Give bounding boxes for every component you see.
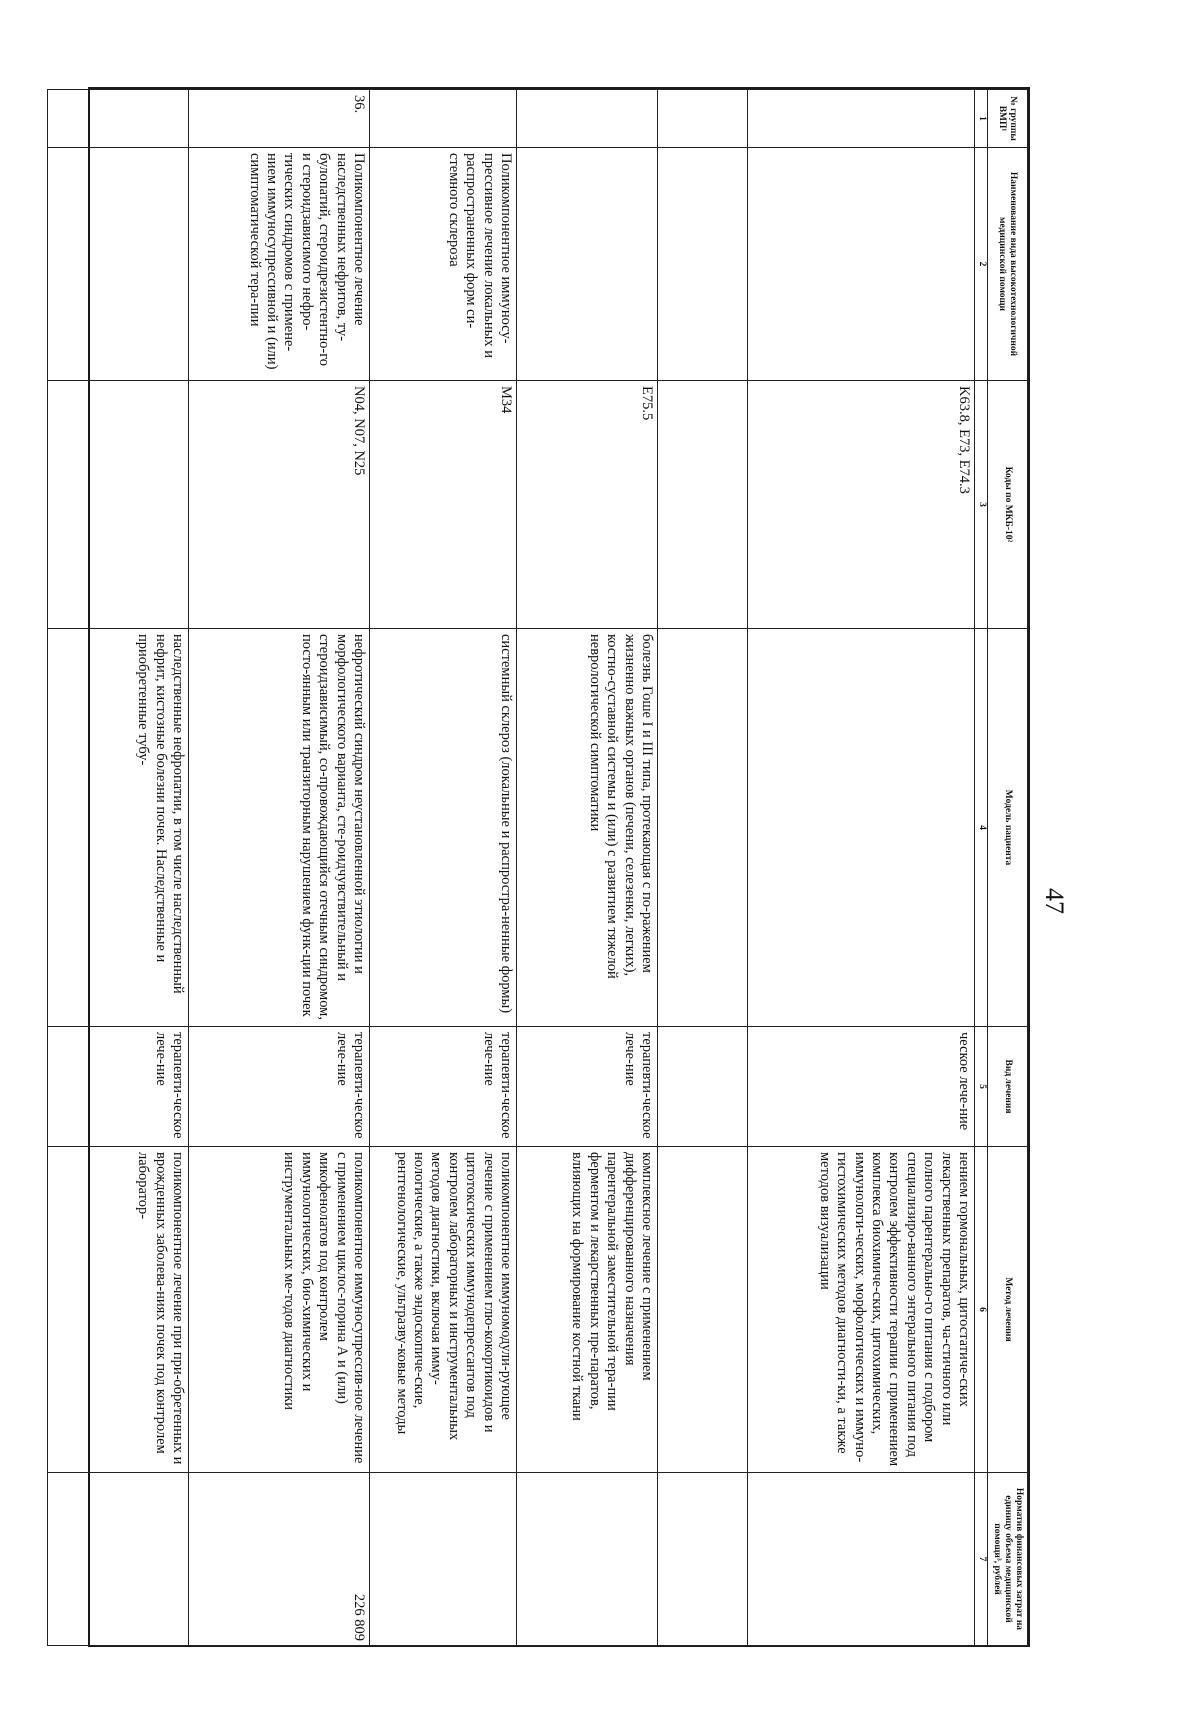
column-number: 2 — [975, 148, 988, 381]
column-number: 7 — [975, 1473, 988, 1646]
treatment-type-cell — [658, 1027, 748, 1147]
column-number-row — [975, 90, 988, 1646]
model-cell: нефротический синдром неустановленной этиологии и морфологического варианта, сте-роидчувствительный и стероидзависимый, со-провождающийся отечным синдромом, посто-янным или транзиторным нарушением функ-ции почек — [189, 629, 370, 1027]
codes-cell: N04, N07, N25 — [189, 381, 370, 629]
model-cell — [658, 629, 748, 1027]
group-cell — [748, 90, 975, 148]
cost-cell — [658, 1473, 748, 1646]
treatment-type-cell: ческое лече-ние — [748, 1027, 975, 1147]
page-number: 47 — [1040, 888, 1069, 914]
header-method: Метод лечения — [988, 1147, 1028, 1473]
group-cell — [370, 90, 517, 148]
cost-cell: 226 809 — [189, 1473, 370, 1646]
codes-cell: K63.8, E73, E74.3 — [748, 381, 975, 629]
method-cell: нением гормональных, цитостатиче-ских лекарственных препаратов, ча-стичного или полного парентерально-го питания с подбором специализиро-ванного энтерального питания под контролем эффективности терапии с применением комплекса биохимиче-ских, цитохимических, иммунологи-ческих, морфологических и иммуно-гистохимических методов диагности-ки, а также методов визуализации — [748, 1147, 975, 1473]
header-group: № группы ВМП¹ — [988, 90, 1028, 148]
table-row — [517, 90, 658, 1646]
table-row — [748, 90, 975, 1646]
method-cell: комплексное лечение с применением дифференцированного назначения парентеральной заместительной тера-пии ферментом и лекарственных пре-паратов, влияющих на формирование костной ткани — [517, 1147, 658, 1473]
header-treatment-type: Вид лечения — [988, 1027, 1028, 1147]
column-number: 4 — [975, 629, 988, 1027]
name-cell: Поликомпонентное лечение наследственных нефритов, ту-булопатий, стероидрезистентно-го и стероидзависимого нефро-тических синдромов с примене-нием иммуносупрессивной и (или) симптоматической тера-пии — [189, 148, 370, 381]
cost-cell — [48, 1473, 189, 1646]
column-number: 1 — [975, 90, 988, 148]
method-cell — [658, 1147, 748, 1473]
header-name: Наименование вида высокотехнологичной медицинской помощи — [988, 148, 1028, 381]
name-cell — [748, 148, 975, 381]
codes-cell: M34 — [370, 381, 517, 629]
table-row — [48, 90, 189, 1646]
header-row — [988, 90, 1028, 1646]
group-cell: 36. — [189, 90, 370, 148]
cost-cell — [517, 1473, 658, 1646]
model-cell: системный склероз (локальные и распростра-ненные формы) — [370, 629, 517, 1027]
table-row — [370, 90, 517, 1646]
treatment-type-cell: терапевти-ческое лече-ние — [370, 1027, 517, 1147]
name-cell — [517, 148, 658, 381]
header-cost: Норматив финансовых затрат на единицу объема медицинской помощи³, рублей — [988, 1473, 1028, 1646]
column-number: 3 — [975, 381, 988, 629]
group-cell — [48, 90, 189, 148]
codes-cell — [658, 381, 748, 629]
codes-cell: E75.5 — [517, 381, 658, 629]
name-cell: Поликомпонентное иммуносу-прессивное лечение локальных и распространенных форм си-стемного склероза — [370, 148, 517, 381]
treatment-type-cell: терапевти-ческое лече-ние — [48, 1027, 189, 1147]
vmp-table — [47, 89, 1028, 1646]
name-cell — [658, 148, 748, 381]
cost-cell — [370, 1473, 517, 1646]
codes-cell — [48, 381, 189, 629]
model-cell — [748, 629, 975, 1027]
table-row — [189, 90, 370, 1646]
group-cell — [658, 90, 748, 148]
group-cell — [517, 90, 658, 148]
treatment-type-cell: терапевти-ческое лече-ние — [189, 1027, 370, 1147]
model-cell: болезнь Гоше I и III типа, протекающая с по-ражением жизненно важных органов (печени, селезенки, легких), костно-суставной системы и (или) с развитием тяжелой неврологической симптоматики — [517, 629, 658, 1027]
method-cell: поликомпонентное лечение при при-обретенных и врожденных заболева-ниях почек под контролем лаборатор- — [48, 1147, 189, 1473]
rotated-table-container — [90, 89, 1028, 1645]
header-model: Модель пациента — [988, 629, 1028, 1027]
column-number: 5 — [975, 1027, 988, 1147]
header-codes: Коды по МКБ-10² — [988, 381, 1028, 629]
method-cell: поликомпонентное иммуномодули-рующее лечение с применением глю-кокортикоидов и цитотоксических иммунодепрессантов под контролем лабораторных и инструментальных методов диагностики, включая имму-нологические, а также эндоскопиче-ские, рентгенологические, ультразву-ковые методы — [370, 1147, 517, 1473]
table-row — [658, 90, 748, 1646]
method-cell: поликомпонентное иммуносупрессив-ное лечение с применением циклос-порина А и (или) микофенолатов под контролем иммунологических, био-химических и инструментальных ме-тодов диагностики — [189, 1147, 370, 1473]
column-number: 6 — [975, 1147, 988, 1473]
name-cell — [48, 148, 189, 381]
cost-cell — [748, 1473, 975, 1646]
treatment-type-cell: терапевти-ческое лече-ние — [517, 1027, 658, 1147]
model-cell: наследственные нефропатии, в том числе наследственный нефрит, кистозные болезни почек. Наследственные и приобретенные тубу- — [48, 629, 189, 1027]
